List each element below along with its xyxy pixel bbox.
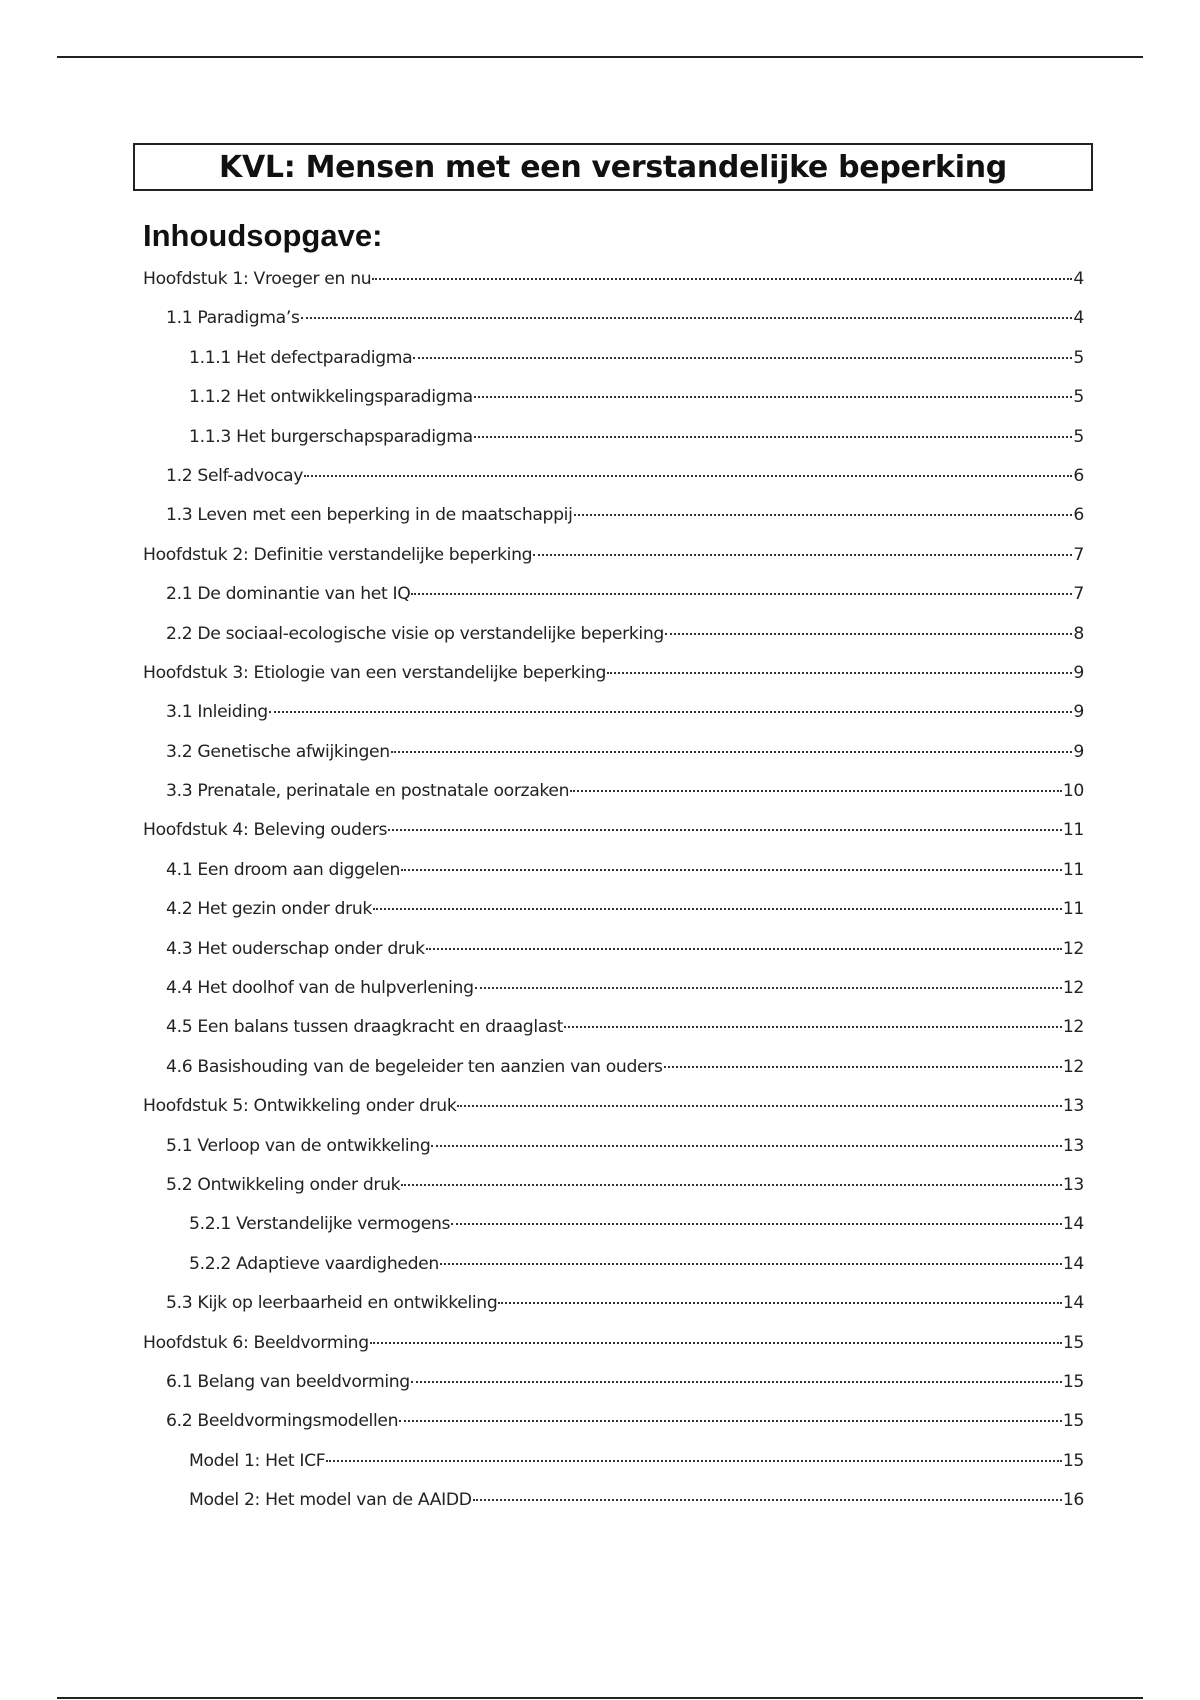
toc-entry[interactable] (143, 1372, 1084, 1411)
toc-entry-label: Hoofdstuk 5: Ontwikkeling onder druk (143, 1096, 457, 1117)
toc-dot-leader (411, 1381, 1062, 1383)
toc-page-number: 11 (1062, 899, 1084, 920)
toc-dot-leader (301, 317, 1073, 319)
toc-entry[interactable] (143, 1333, 1084, 1372)
toc-dot-leader (401, 1184, 1062, 1186)
toc-page-number: 9 (1073, 741, 1084, 762)
toc-page-number: 14 (1062, 1293, 1084, 1314)
toc-dot-leader (388, 829, 1062, 831)
toc-entry-label: 4.6 Basishouding van de begeleider ten aanzien van ouders (166, 1056, 663, 1077)
document-title: KVL: Mensen met een verstandelijke beperking (219, 149, 1007, 185)
toc-entry[interactable] (143, 269, 1084, 308)
toc-page-number: 15 (1062, 1450, 1084, 1471)
toc-entry[interactable] (143, 1293, 1084, 1332)
toc-entry-label: 1.1.1 Het defectparadigma (189, 347, 413, 368)
toc-entry[interactable] (143, 348, 1084, 387)
toc-page-number: 10 (1062, 781, 1084, 802)
toc-page-number: 6 (1073, 505, 1084, 526)
toc-dot-leader (372, 278, 1072, 280)
toc-entry-label: 5.2.2 Adaptieve vaardigheden (189, 1253, 439, 1274)
toc-entry[interactable] (143, 1214, 1084, 1253)
toc-heading: Inhoudsopgave: (143, 218, 383, 253)
header-rule (57, 56, 1143, 58)
toc-entry[interactable] (143, 1136, 1084, 1175)
toc-dot-leader (370, 1342, 1062, 1344)
toc-entry-label: 6.2 Beeldvormingsmodellen (166, 1411, 399, 1432)
toc-dot-leader (391, 751, 1073, 753)
toc-entry[interactable] (143, 584, 1084, 623)
toc-entry-label: Hoofdstuk 4: Beleving ouders (143, 820, 388, 841)
toc-dot-leader (304, 475, 1072, 477)
toc-entry[interactable] (143, 308, 1084, 347)
toc-entry-label: Model 2: Het model van de AAIDD (189, 1490, 472, 1511)
toc-entry-label: 1.1 Paradigma’s (166, 308, 300, 329)
toc-dot-leader (431, 1145, 1061, 1147)
toc-entry-label: 4.5 Een balans tussen draagkracht en draaglast (166, 1017, 563, 1038)
toc-dot-leader (451, 1223, 1062, 1225)
document-title-box (133, 143, 1093, 191)
toc-entry[interactable] (143, 466, 1084, 505)
toc-page-number: 13 (1062, 1096, 1084, 1117)
toc-entry[interactable] (143, 939, 1084, 978)
toc-page-number: 7 (1073, 544, 1084, 565)
toc-dot-leader (473, 1499, 1062, 1501)
toc-dot-leader (533, 554, 1072, 556)
toc-dot-leader (440, 1263, 1062, 1265)
toc-page-number: 4 (1073, 308, 1084, 329)
toc-dot-leader (564, 1026, 1062, 1028)
toc-page-number: 6 (1073, 465, 1084, 486)
toc-page-number: 12 (1062, 938, 1084, 959)
toc-page-number: 15 (1062, 1371, 1084, 1392)
toc-entry[interactable] (143, 387, 1084, 426)
toc-dot-leader (664, 1066, 1062, 1068)
toc-dot-leader (413, 357, 1072, 359)
toc-page-number: 14 (1062, 1214, 1084, 1235)
toc-entry[interactable] (143, 702, 1084, 741)
toc-entry[interactable] (143, 1254, 1084, 1293)
toc-entry-label: 5.2.1 Verstandelijke vermogens (189, 1214, 451, 1235)
toc-dot-leader (498, 1302, 1061, 1304)
toc-page-number: 8 (1073, 623, 1084, 644)
toc-page-number: 7 (1073, 584, 1084, 605)
toc-entry[interactable] (143, 663, 1084, 702)
toc-dot-leader (269, 711, 1073, 713)
toc-entry[interactable] (143, 1490, 1084, 1529)
toc-page-number: 13 (1062, 1135, 1084, 1156)
toc-dot-leader (475, 987, 1062, 989)
toc-entry[interactable] (143, 742, 1084, 781)
toc-page-number: 14 (1062, 1253, 1084, 1274)
toc-page-number: 12 (1062, 1017, 1084, 1038)
toc-entry-label: 2.2 De sociaal-ecologische visie op verstandelijke beperking (166, 623, 664, 644)
toc-entry[interactable] (143, 1451, 1084, 1490)
toc-entry[interactable] (143, 1175, 1084, 1214)
toc-dot-leader (457, 1105, 1061, 1107)
toc-page-number: 11 (1062, 820, 1084, 841)
toc-dot-leader (411, 593, 1072, 595)
toc-page-number: 9 (1073, 662, 1084, 683)
toc-page-number: 4 (1073, 269, 1084, 289)
toc-dot-leader (474, 396, 1073, 398)
toc-entry-label: 1.2 Self-advocay (166, 465, 304, 486)
toc-page-number: 15 (1062, 1411, 1084, 1432)
toc-page-number: 13 (1062, 1174, 1084, 1195)
toc-page-number: 15 (1062, 1332, 1084, 1353)
toc-entry-label: 3.3 Prenatale, perinatale en postnatale oorzaken (166, 781, 570, 802)
toc-entry-label: 1.3 Leven met een beperking in de maatschappij (166, 505, 573, 526)
toc-entry-label: 4.1 Een droom aan diggelen (166, 859, 401, 880)
toc-entry-label: 1.1.2 Het ontwikkelingsparadigma (189, 387, 473, 408)
toc-dot-leader (607, 672, 1072, 674)
toc-entry[interactable] (143, 781, 1084, 820)
toc-entry-label: 3.1 Inleiding (166, 702, 268, 723)
toc-dot-leader (665, 633, 1072, 635)
toc-dot-leader (399, 1420, 1062, 1422)
toc-entry-label: Hoofdstuk 6: Beeldvorming (143, 1332, 369, 1353)
toc-dot-leader (373, 908, 1062, 910)
footer-rule (57, 1697, 1143, 1699)
toc-entry[interactable] (143, 624, 1084, 663)
toc-entry[interactable] (143, 820, 1084, 859)
toc-entry-label: 4.2 Het gezin onder druk (166, 899, 372, 920)
toc-entry-label: 3.2 Genetische afwijkingen (166, 741, 390, 762)
toc-entry[interactable] (143, 1096, 1084, 1135)
toc-entry-label: 1.1.3 Het burgerschapsparadigma (189, 426, 473, 447)
toc-entry-label: Model 1: Het ICF (189, 1450, 326, 1471)
toc-entry-label: Hoofdstuk 2: Definitie verstandelijke beperking (143, 544, 533, 565)
toc-dot-leader (570, 790, 1062, 792)
toc-page-number: 9 (1073, 702, 1084, 723)
toc-dot-leader (426, 948, 1062, 950)
toc-entry[interactable] (143, 860, 1084, 899)
toc-dot-leader (474, 436, 1073, 438)
toc-page-number: 12 (1062, 978, 1084, 999)
toc-entry-label: 6.1 Belang van beeldvorming (166, 1371, 410, 1392)
toc-entry[interactable] (143, 978, 1084, 1017)
toc-dot-leader (326, 1460, 1062, 1462)
toc-entry-label: Hoofdstuk 3: Etiologie van een verstandelijke beperking (143, 662, 607, 683)
table-of-contents (143, 269, 1084, 1530)
toc-entry-label: Hoofdstuk 1: Vroeger en nu (143, 269, 372, 289)
toc-entry[interactable] (143, 545, 1084, 584)
toc-page-number: 5 (1073, 387, 1084, 408)
toc-entry[interactable] (143, 1057, 1084, 1096)
toc-dot-leader (574, 514, 1073, 516)
toc-page-number: 16 (1062, 1490, 1084, 1511)
toc-entry-label: 4.3 Het ouderschap onder druk (166, 938, 425, 959)
toc-entry[interactable] (143, 1411, 1084, 1450)
toc-entry[interactable] (143, 899, 1084, 938)
toc-entry[interactable] (143, 1017, 1084, 1056)
toc-entry-label: 5.3 Kijk op leerbaarheid en ontwikkeling (166, 1293, 498, 1314)
toc-entry-label: 5.2 Ontwikkeling onder druk (166, 1174, 401, 1195)
toc-page-number: 5 (1073, 347, 1084, 368)
toc-entry-label: 4.4 Het doolhof van de hulpverlening (166, 978, 474, 999)
toc-entry-label: 2.1 De dominantie van het IQ (166, 584, 411, 605)
toc-entry[interactable] (143, 505, 1084, 544)
toc-dot-leader (401, 869, 1062, 871)
toc-page-number: 12 (1062, 1056, 1084, 1077)
toc-page-number: 11 (1062, 859, 1084, 880)
toc-entry[interactable] (143, 427, 1084, 466)
toc-entry-label: 5.1 Verloop van de ontwikkeling (166, 1135, 431, 1156)
toc-page-number: 5 (1073, 426, 1084, 447)
